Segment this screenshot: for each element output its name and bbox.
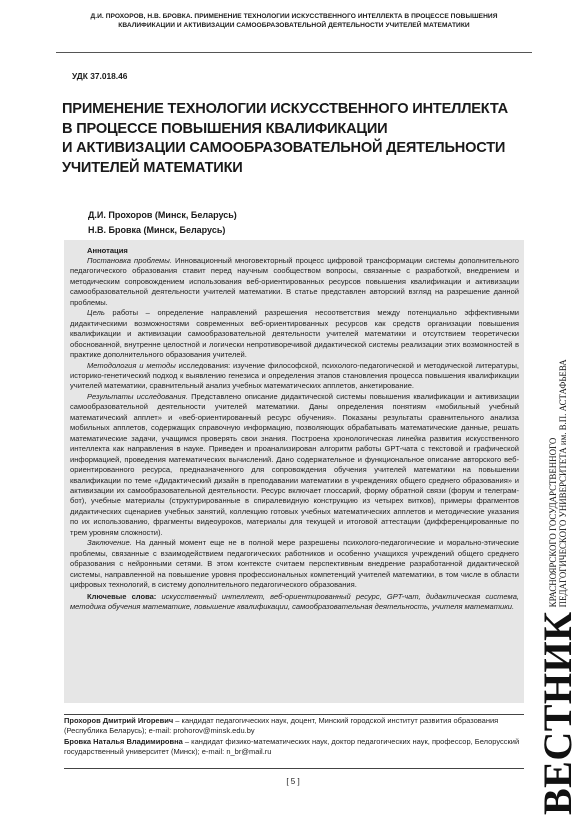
running-head-divider [56, 52, 532, 53]
title-line-1: ПРИМЕНЕНИЕ ТЕХНОЛОГИИ ИСКУССТВЕННОГО ИНТЕЛЛЕКТА [62, 101, 508, 117]
affiliation-2-name: Бровка Наталья Владимировна [64, 736, 183, 746]
affiliation-2 [64, 737, 524, 758]
abstract-conclusion-text: На данный момент еще не в полной мере разрешены психолого-педагогические и морально-этические проблемы, связанные с взаимодействием педагогических работников и особенно учащихся учреждений общего среднего образования с нейронными сетями. В этом контексте считаем перспективным внедрение разработанной дидактической системы, направленной на повышение уровня профессиональных компетенций учителей математики, в том числе в области цифровых технологий, в систему дополнительного педагогического образования. [70, 538, 519, 590]
title-line-3: И АКТИВИЗАЦИИ САМООБРАЗОВАТЕЛЬНОЙ ДЕЯТЕЛЬНОСТИ [62, 140, 506, 156]
abstract-goal-lead: Цель [87, 308, 105, 318]
abstract-conclusion [70, 538, 519, 590]
journal-subtitle-line-1: КРАСНОЯРСКОГО ГОСУДАРСТВЕННОГО [547, 437, 558, 608]
journal-name: ВЕСТНИК [535, 611, 580, 815]
abstract-body [70, 256, 519, 612]
title-line-4: УЧИТЕЛЕЙ МАТЕМАТИКИ [62, 159, 243, 176]
page-number: [ 5 ] [286, 777, 300, 786]
affiliation-2-text: – кандидат физико-математических наук, доктор педагогических наук, профессор, Белорусский государственный университет (Минск); e-mail: n_br@mail.ru [64, 736, 520, 757]
footer-divider [64, 768, 524, 769]
abstract-keywords [70, 592, 519, 613]
udk-code: УДК 37.018.46 [72, 71, 128, 81]
running-head [56, 12, 532, 30]
abstract-results [70, 392, 519, 538]
author-affiliations [64, 716, 524, 758]
abstract-problem [70, 256, 519, 308]
abstract-methods [70, 361, 519, 392]
abstract-results-text: Представлено описание дидактической системы повышения квалификации и активизации самообразовательной деятельности учителей математики. Даны определения понятиям «мобильный учебный математический апплет» и «веб-ориентированный ресурс обучения». Показаны результаты сравнительного анализа мобильных апплетов, содержащих справочную информацию, позволяющих обрабатывать математические данные, решать математические задачи, учащимся проверять свои знания. Построена хронологическая линейка развития искусственного интеллекта как направления в науке. Приведен и проанализирован алгоритм работы GPT-чата с текстовой и графической информацией, проведения математических вычислений. Дано содержательное и функциональное описание авторского веб-ориентированного ресурса, предназначенного для сопровождения обучения учителей математики на повышении квалификации по теме «Дидактический дизайн в преподавании математики в учреждениях общего среднего образования» и активизации их самообразовательной деятельности. Ресурс включает глоссарий, форму обратной связи (форум и телеграм-бот), учебные материалы (структурированные в спиралевидную конструкцию из четырех витков), примеры фрагментов дидактических сценариев учебных занятий, коллекцию готовых учебных математических апплетов и методические указания по их использованию, фрагменты видеоуроков, материалы для текущей и итоговой аттестации (дифференцированные по трем уровням сложности). [70, 391, 519, 537]
abstract-methods-lead: Методология и методы [87, 360, 176, 370]
affiliations-divider [64, 714, 524, 715]
abstract-problem-lead: Постановка проблемы. [87, 256, 172, 265]
journal-side-strip [532, 335, 584, 815]
abstract-problem-text: Инновационный многовекторный процесс цифровой трансформации системы дополнительного педагогического образования ставит перед научным сообществом вопросы, связанные с разработкой, внедрением и методическим сопровождением использования веб-ориентированных ресурсов повышения квалификации и активизации самообразовательной деятельности учителей математики. В статье представлен авторский взгляд на разрешение данной проблемы. [70, 256, 519, 307]
affiliation-1-text: – кандидат педагогических наук, доцент, Минский городской институт развития образования (Республика Беларусь); e-mail: prohorov@minsk.edu.by [64, 716, 499, 736]
abstract-results-lead: Результаты исследования. [87, 391, 188, 401]
affiliation-1 [64, 716, 524, 737]
journal-side-strip-rotated [532, 335, 584, 815]
journal-subtitle [548, 359, 569, 607]
abstract-goal-text: работы – определение направлений разрешения несоответствия между потенциально эффективными дидактическими возможностями современных веб-ориентированных ресурсов как средств организации повышения квалификации и активизации самообразовательной деятельности учителей математики и отсутствием теоретически обоснованной, внутренне целостной и логически непротиворечивой дидактической системы реализации этих возможностей в практике дополнительного образования учителей. [70, 308, 519, 360]
abstract-heading: Аннотация [87, 246, 128, 255]
abstract-conclusion-lead: Заключение. [87, 538, 132, 548]
running-head-line-2: КВАЛИФИКАЦИИ И АКТИВИЗАЦИИ САМООБРАЗОВАТЕЛЬНОЙ ДЕЯТЕЛЬНОСТИ УЧИТЕЛЕЙ МАТЕМАТИКИ [118, 22, 470, 29]
abstract-goal [70, 308, 519, 360]
author-1: Д.И. Прохоров (Минск, Беларусь) [88, 210, 237, 220]
affiliation-1-name: Прохоров Дмитрий Игоревич [64, 716, 174, 725]
keywords-text: искусственный интеллект, веб-ориентированный ресурс, GPT-чат, дидактическая система, методика обучения математике, повышение квалификации, самообразовательная деятельность, учителя математики. [70, 591, 519, 611]
article-title [62, 100, 532, 178]
journal-subtitle-line-2: ПЕДАГОГИЧЕСКОГО УНИВЕРСИТЕТА им. В.П. АСТАФЬЕВА [558, 359, 568, 608]
running-head-line-1: Д.И. ПРОХОРОВ, Н.В. БРОВКА. ПРИМЕНЕНИЕ ТЕХНОЛОГИИ ИСКУССТВЕННОГО ИНТЕЛЛЕКТА В ПРОЦЕССЕ ПОВЫШЕНИЯ [90, 13, 498, 20]
abstract-methods-text: исследования: изучение философской, психолого-педагогической и методической литературы, историко-генетический подход к выявлению генезиса и определения этапов становления процесса повышения квалификации учителей математики, сравнительный анализ учебных математических апплетов, анкетирование. [70, 360, 519, 391]
keywords-label: Ключевые слова: [87, 591, 157, 601]
title-line-2: В ПРОЦЕССЕ ПОВЫШЕНИЯ КВАЛИФИКАЦИИ [62, 120, 388, 137]
author-2: Н.В. Бровка (Минск, Беларусь) [88, 225, 226, 235]
